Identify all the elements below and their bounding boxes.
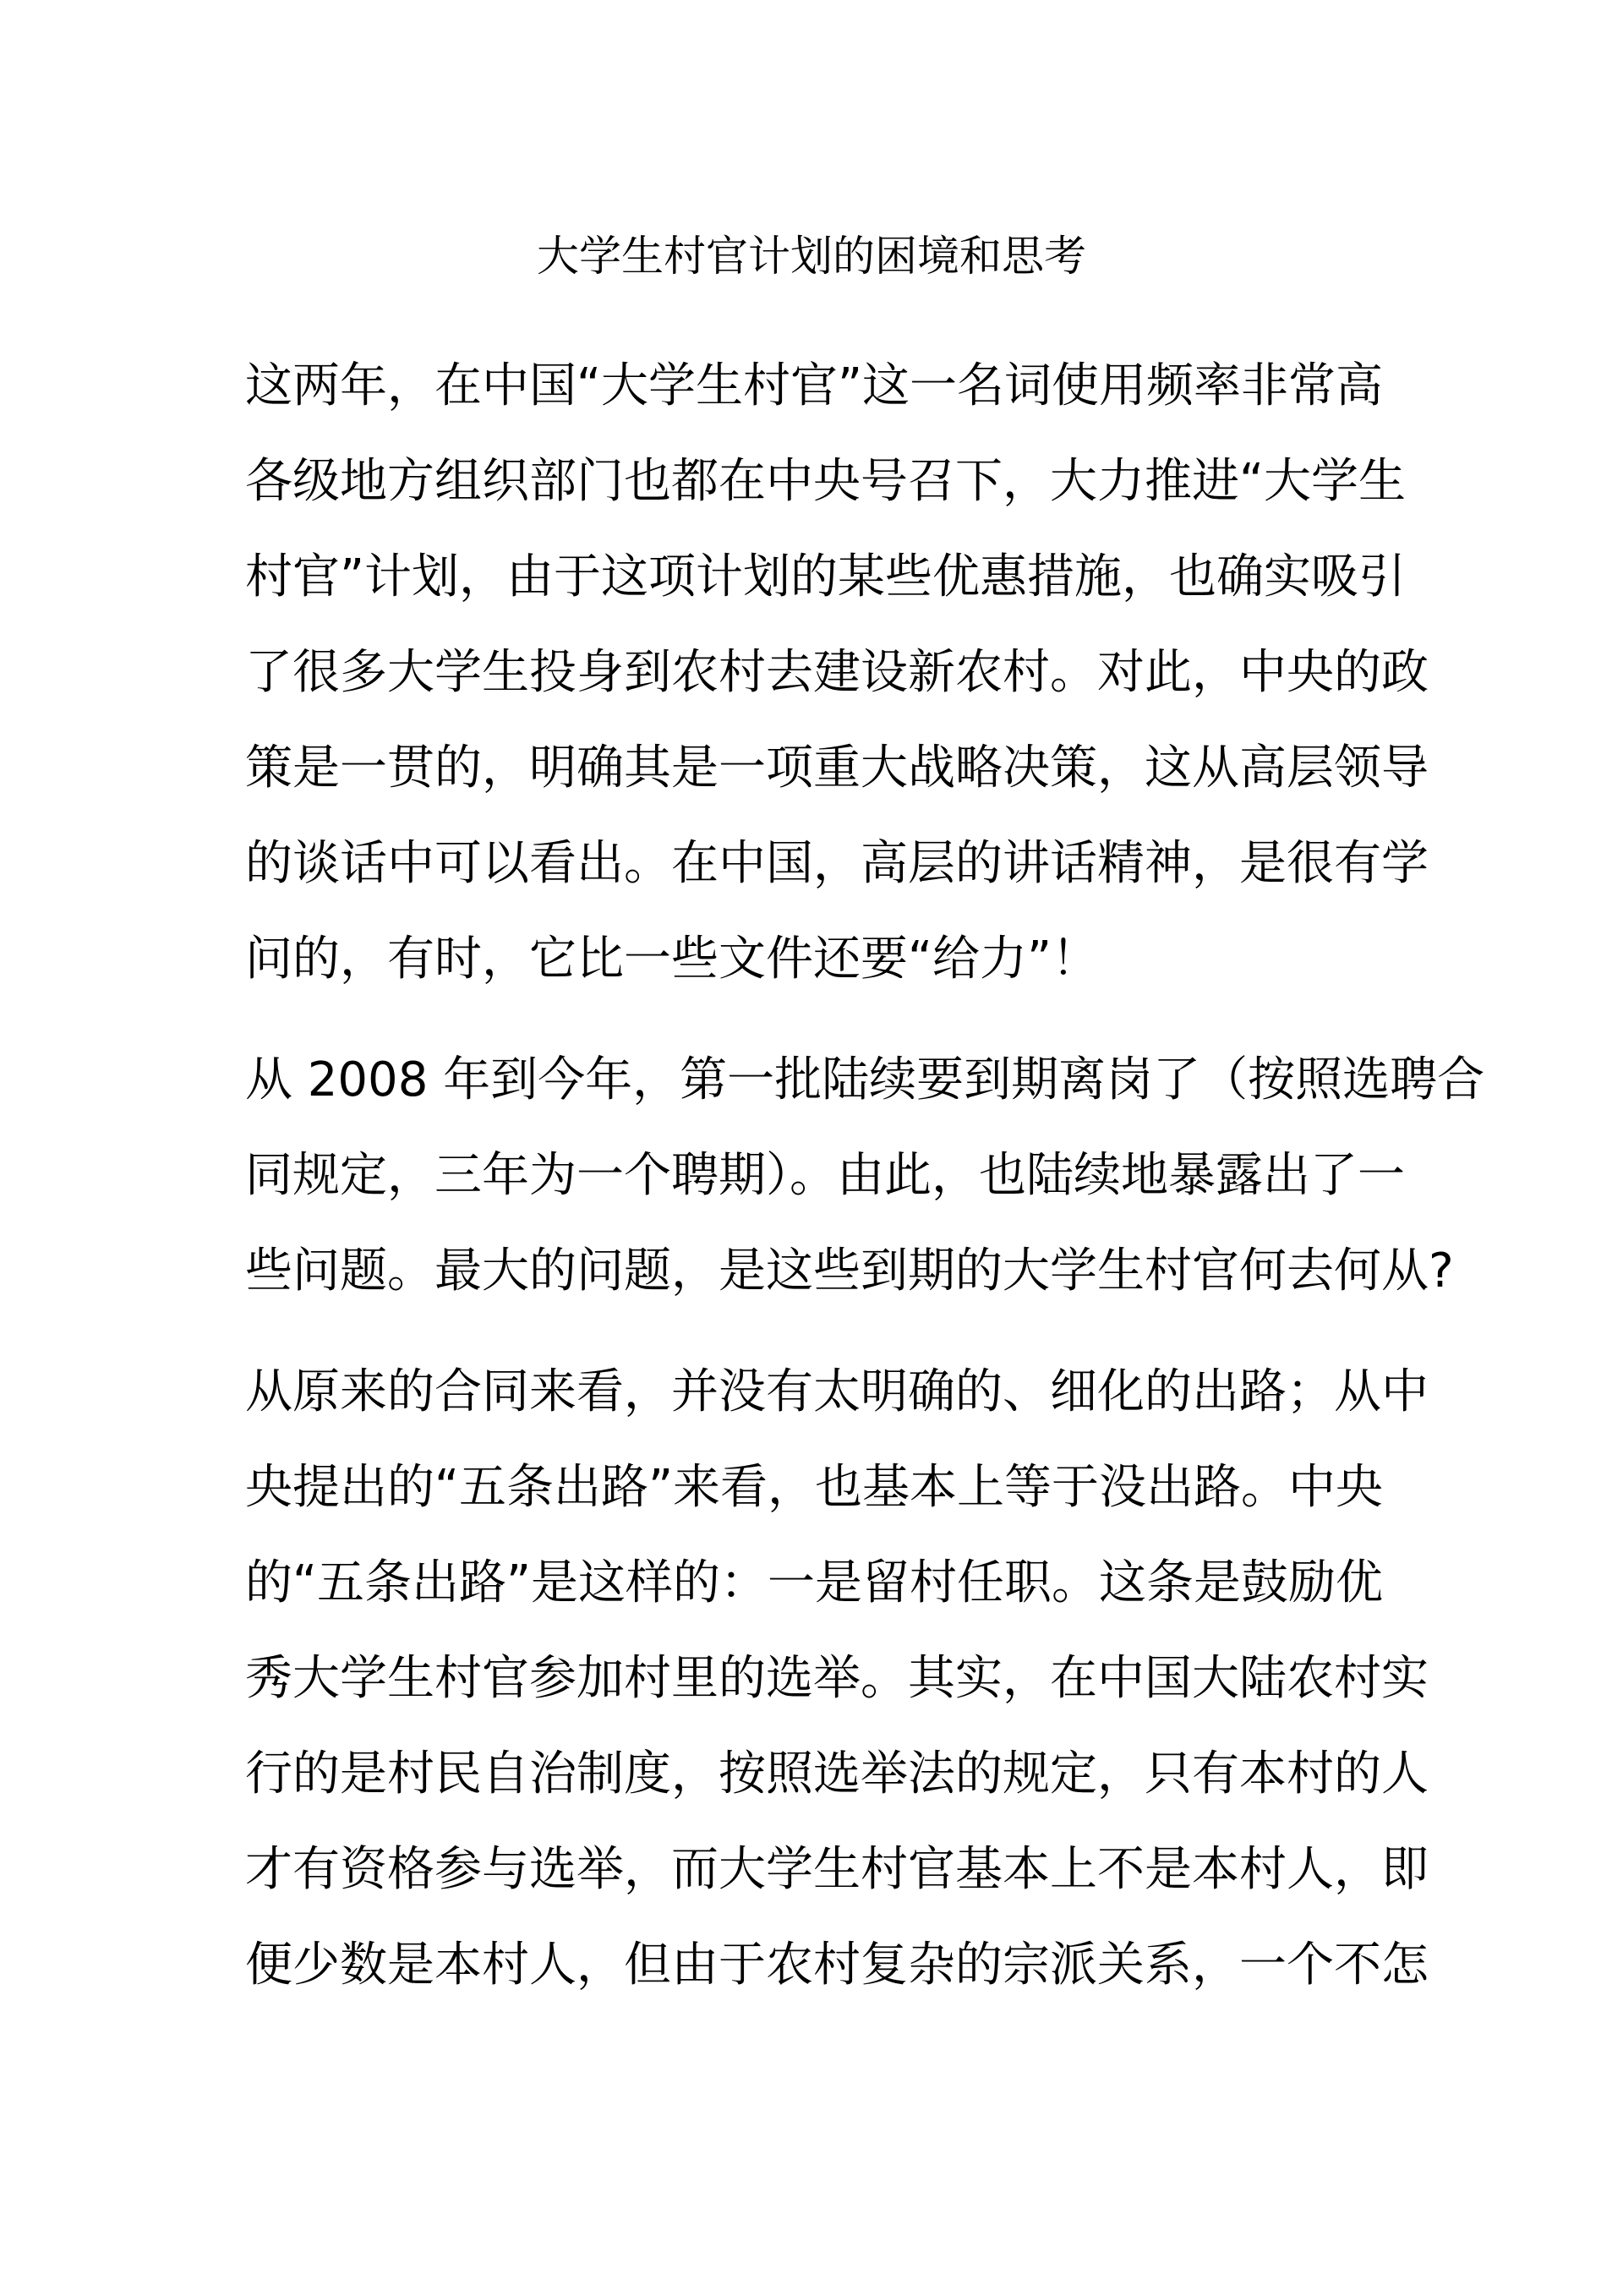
text-line: 这两年，在中国“大学生村官”这一名词使用频率非常高 [245, 358, 1384, 413]
text-line: 秀大学生村官参加村里的选举。其实，在中国大陆农村实 [245, 1651, 1429, 1706]
text-line: 些问题。最大的问题，是这些到期的大学生村官何去何从? [245, 1244, 1454, 1298]
text-line: 各级地方组织部门也都在中央号召下，大力推进“大学生 [245, 454, 1407, 509]
text-line: 策是一贯的，明确其是一项重大战略决策，这从高层领导 [245, 741, 1429, 795]
text-line: 问的，有时，它比一些文件还要“给力”！ [245, 932, 1100, 987]
text-line: 从 2008 年到今年，第一批陆续要到期离岗了（按照选聘合 [245, 1052, 1485, 1107]
text-line: 央提出的“五条出路”来看，也基本上等于没出路。中央 [245, 1460, 1384, 1515]
document-title: 大学生村官计划的困境和思考 [537, 232, 1086, 281]
text-line: 了很多大学生投身到农村去建设新农村。对此，中央的政 [245, 645, 1429, 700]
paragraph-2 [245, 1032, 1485, 1319]
text-line: 同规定，三年为一个聘期）。由此，也陆续地暴露出了一 [245, 1148, 1405, 1203]
document-body [245, 338, 1485, 2038]
text-line: 便少数是本村人，但由于农村复杂的宗派关系，一个不怎 [245, 1938, 1429, 1993]
text-line: 村官”计划，由于这项计划的某些优惠措施，也确实吸引 [245, 549, 1407, 604]
text-line: 才有资格参与选举，而大学生村官基本上不是本村人，即 [245, 1842, 1429, 1897]
text-line: 的谈话中可以看出。在中国，高层的讲话精神，是很有学 [245, 836, 1429, 891]
text-line: 行的是村民自治制度，按照选举法的规定，只有本村的人 [245, 1747, 1429, 1801]
text-line: 的“五条出路”是这样的：一是留村任职。这条是鼓励优 [245, 1555, 1384, 1610]
text-line: 从原来的合同来看，并没有太明确的、细化的出路；从中 [245, 1364, 1429, 1419]
paragraph-3 [245, 1344, 1429, 2013]
paragraph-1 [245, 338, 1429, 1007]
